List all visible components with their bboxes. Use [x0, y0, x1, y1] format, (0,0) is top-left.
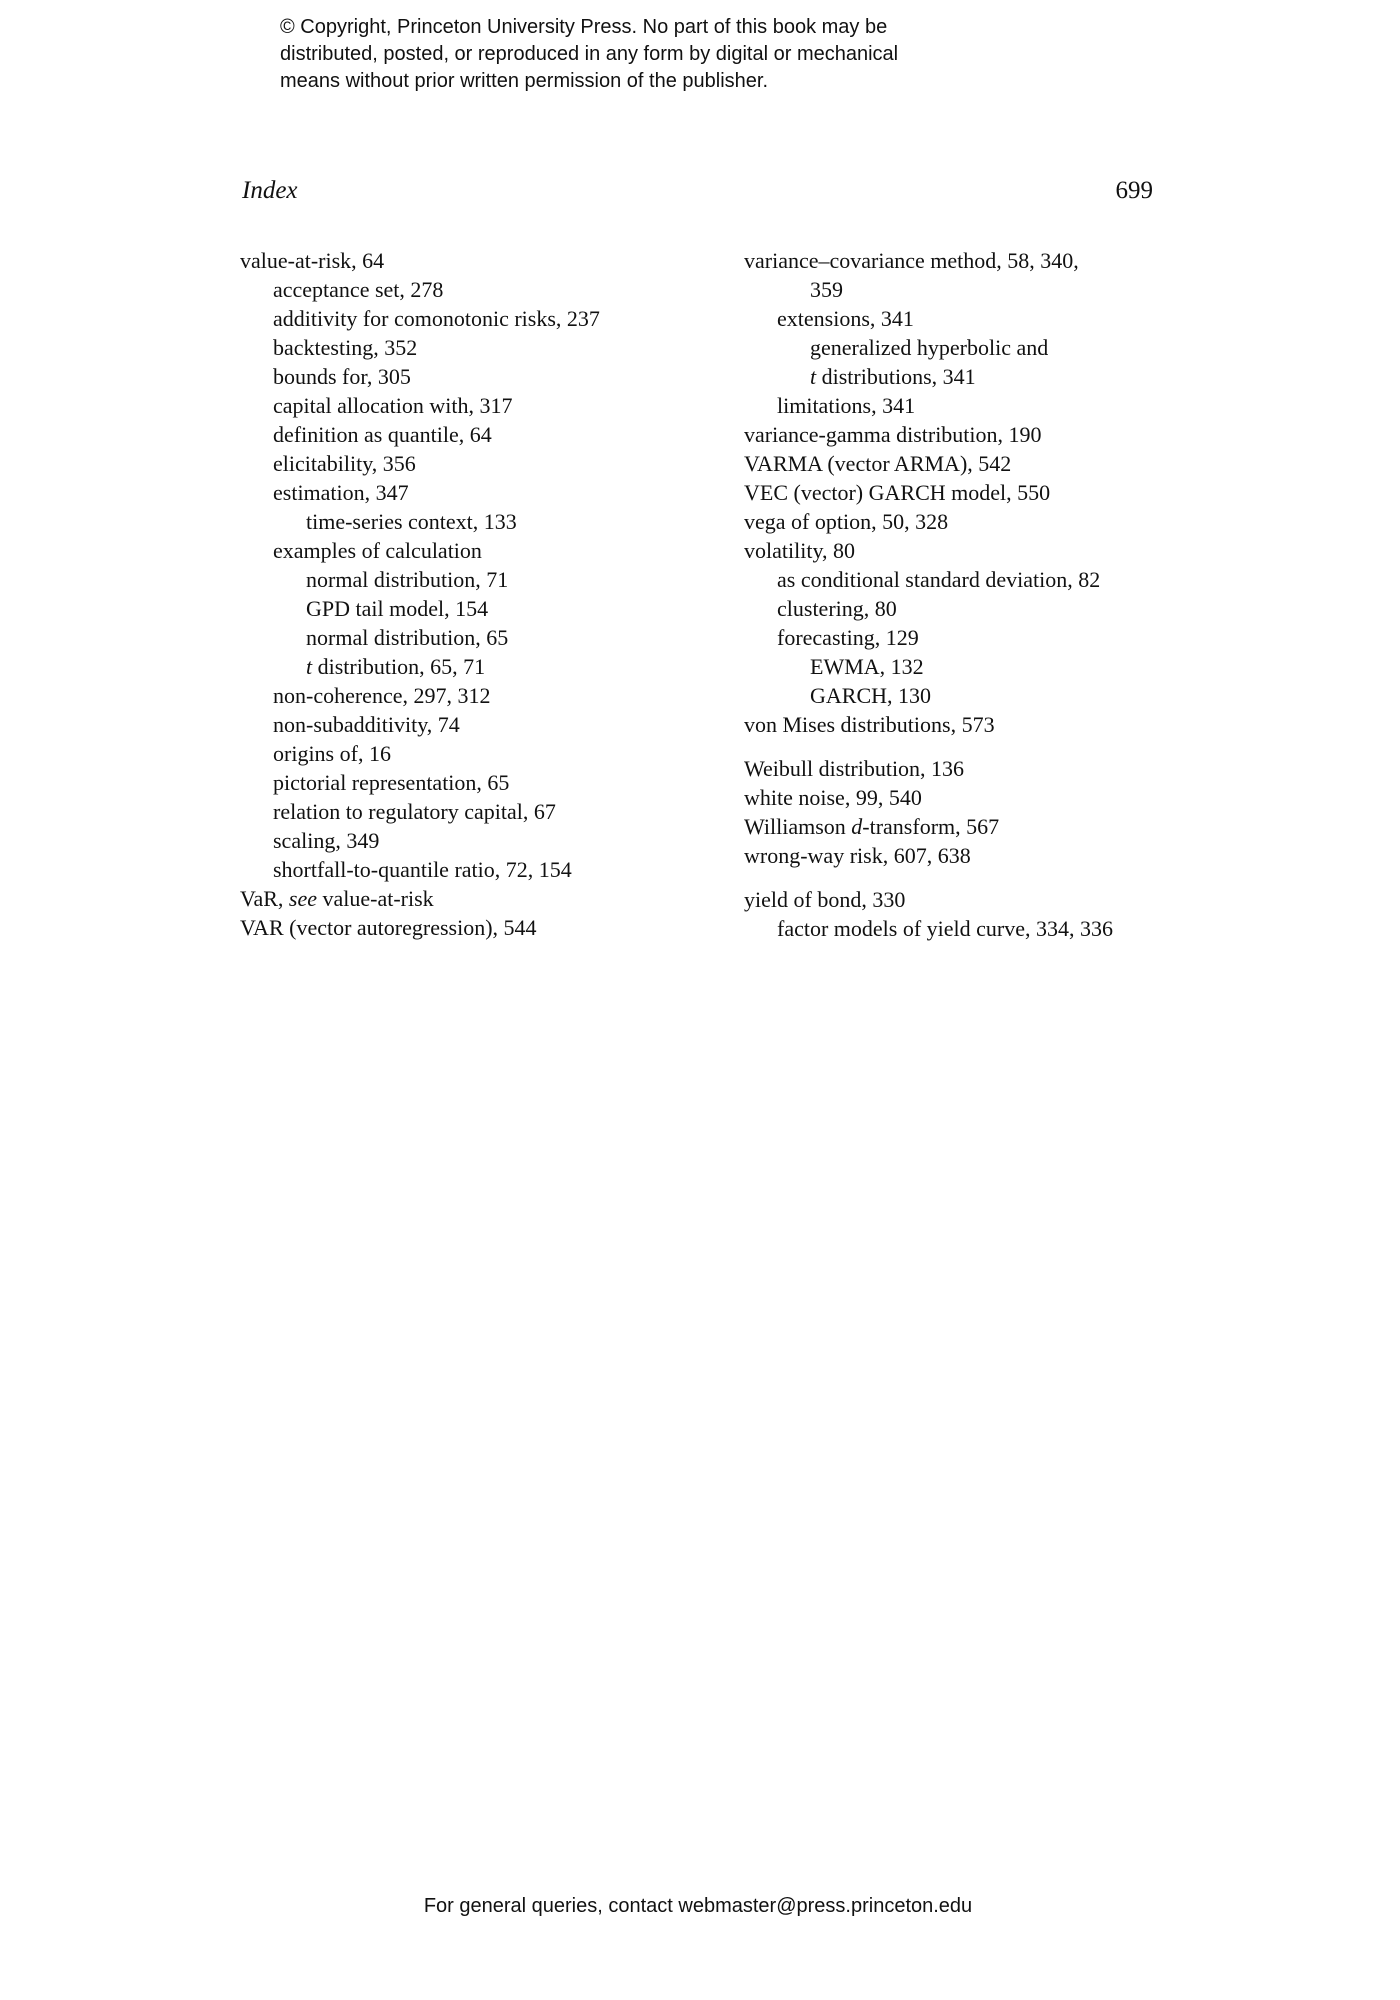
index-entry: von Mises distributions, 573: [744, 712, 995, 737]
index-entry: GPD tail model, 154: [306, 596, 489, 621]
index-entry: [744, 362, 1174, 391]
index-entry: estimation, 347: [273, 480, 409, 505]
index-entry: variance-gamma distribution, 190: [744, 422, 1042, 447]
running-head: [242, 176, 1153, 206]
index-entry: origins of, 16: [273, 741, 391, 766]
index-entry: shortfall-to-quantile ratio, 72, 154: [273, 857, 572, 882]
footer-contact: [0, 1893, 1400, 1919]
footer-text: For general queries, contact webmaster@press.princeton.edu: [423, 1895, 973, 1917]
index-entry: relation to regulatory capital, 67: [273, 799, 556, 824]
index-entry: additivity for comonotonic risks, 237: [273, 306, 600, 331]
index-entry: capital allocation with, 317: [273, 393, 513, 418]
index-entry: VARMA (vector ARMA), 542: [744, 451, 1012, 476]
index-entry: normal distribution, 71: [306, 567, 509, 592]
index-entry: clustering, 80: [777, 596, 897, 621]
entry-text: VaR,: [240, 886, 289, 911]
index-entry: factor models of yield curve, 334, 336: [777, 916, 1114, 941]
page-number: 699: [1115, 177, 1153, 204]
copyright-line: means without prior written permission of the publisher.: [280, 70, 769, 92]
italic-term: see: [288, 886, 317, 911]
index-entry: yield of bond, 330: [744, 887, 906, 912]
index-entry: bounds for, 305: [273, 364, 411, 389]
section-title: Index: [242, 177, 298, 204]
entry-text: -transform, 567: [862, 814, 1000, 839]
index-entry: white noise, 99, 540: [744, 785, 922, 810]
index-entry: [744, 812, 1174, 841]
italic-term: t: [306, 654, 313, 679]
index-column-right: [744, 246, 1174, 943]
entry-text: distributions, 341: [816, 364, 976, 389]
index-entry: normal distribution, 65: [306, 625, 509, 650]
index-entry: GARCH, 130: [810, 683, 932, 708]
index-entry: generalized hyperbolic and: [810, 335, 1049, 360]
index-entry: EWMA, 132: [810, 654, 924, 679]
index-entry: limitations, 341: [777, 393, 916, 418]
index-entry: as conditional standard deviation, 82: [777, 567, 1101, 592]
italic-term: t: [810, 364, 817, 389]
index-entry: extensions, 341: [777, 306, 914, 331]
index-entry: value-at-risk, 64: [240, 248, 385, 273]
index-entry: volatility, 80: [744, 538, 856, 563]
index-entry: [240, 652, 710, 681]
entry-text: Williamson: [744, 814, 852, 839]
index-entry: examples of calculation: [273, 538, 482, 563]
index-entry: acceptance set, 278: [273, 277, 444, 302]
index-entry: definition as quantile, 64: [273, 422, 492, 447]
entry-text: value-at-risk: [316, 886, 434, 911]
copyright-line: © Copyright, Princeton University Press. No part of this book may be: [280, 16, 888, 38]
index-entry: non-coherence, 297, 312: [273, 683, 491, 708]
index-entry: scaling, 349: [273, 828, 380, 853]
index-entry: vega of option, 50, 328: [744, 509, 949, 534]
index-column-left: [240, 246, 710, 942]
copyright-line: distributed, posted, or reproduced in any form by digital or mechanical: [280, 43, 899, 65]
index-entry: VAR (vector autoregression), 544: [240, 915, 537, 940]
entry-text: distribution, 65, 71: [312, 654, 486, 679]
copyright-notice: [280, 14, 1040, 95]
index-entry: Weibull distribution, 136: [744, 756, 965, 781]
index-entry: forecasting, 129: [777, 625, 919, 650]
index-entry: wrong-way risk, 607, 638: [744, 843, 971, 868]
italic-term: d: [851, 814, 863, 839]
index-entry: time-series context, 133: [306, 509, 517, 534]
index-entry: backtesting, 352: [273, 335, 418, 360]
index-entry: non-subadditivity, 74: [273, 712, 460, 737]
index-entry: [240, 884, 710, 913]
index-entry: variance–covariance method, 58, 340,: [744, 248, 1079, 273]
index-entry: VEC (vector) GARCH model, 550: [744, 480, 1051, 505]
index-entry: 359: [810, 277, 843, 302]
index-entry: elicitability, 356: [273, 451, 416, 476]
index-entry: pictorial representation, 65: [273, 770, 510, 795]
